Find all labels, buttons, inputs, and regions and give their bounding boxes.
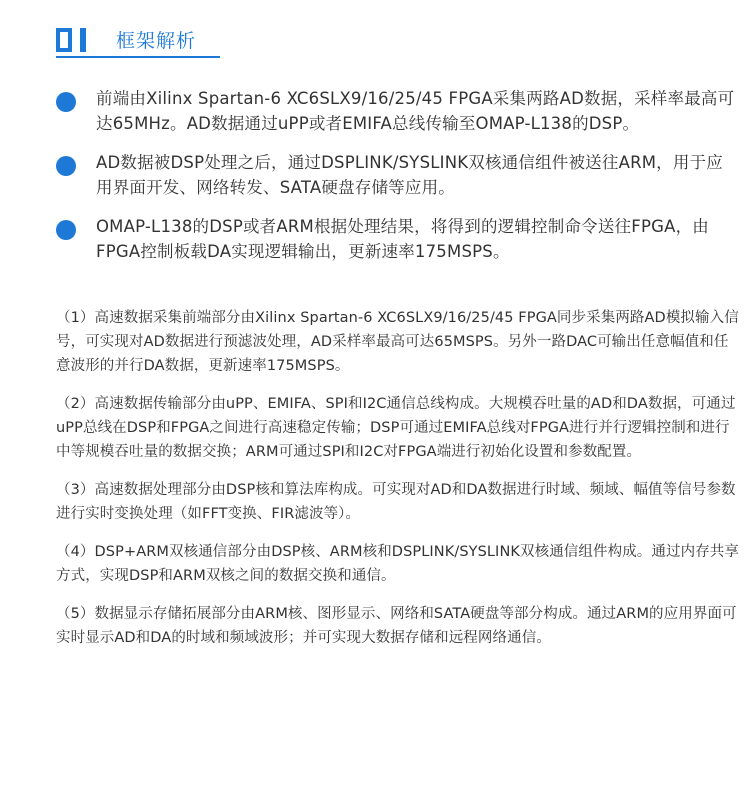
bullet-text: AD数据被DSP处理之后，通过DSPLINK/SYSLINK双核通信组件被送往ARM，用于应用界面开发、网络转发、SATA硬盘存储等应用。 — [96, 153, 723, 197]
section-title: 框架解析 — [116, 30, 197, 52]
bullet-dot-icon — [56, 92, 76, 112]
bullet-text: 前端由Xilinx Spartan-6 XC6SLX9/16/25/45 FPGA采集两路AD数据，采样率最高可达65MHz。AD数据通过uPP或者EMIFA总线传输至OMAP-L138的DSP。 — [96, 89, 735, 133]
section-number-digit-1 — [80, 28, 86, 52]
bullet-item — [56, 214, 736, 264]
paragraph-acquisition: （1）高速数据采集前端部分由Xilinx Spartan-6 XC6SLX9/16/25/45 FPGA同步采集两路AD模拟输入信号，可实现对AD数据进行预滤波处理，AD采样率最高可达65MSPS。另外一路DAC可输出任意幅值和任意波形的并行DA数据，更新速率175MSPS。 — [56, 310, 739, 374]
bullet-list — [56, 86, 736, 278]
bullet-item — [56, 86, 736, 136]
section-header — [56, 26, 220, 58]
description-paragraphs — [56, 306, 740, 664]
section-number-graphic — [56, 28, 86, 52]
bullet-dot-icon — [56, 156, 76, 176]
section-number-digit-0 — [56, 28, 72, 52]
bullet-text: OMAP-L138的DSP或者ARM根据处理结果，将得到的逻辑控制命令送往FPGA，由FPGA控制板载DA实现逻辑输出，更新速率175MSPS。 — [96, 217, 709, 261]
paragraph-display-storage: （5）数据显示存储拓展部分由ARM核、图形显示、网络和SATA硬盘等部分构成。通过ARM的应用界面可实时显示AD和DA的时域和频域波形；并可实现大数据存储和远程网络通信。 — [56, 606, 737, 646]
paragraph-processing: （3）高速数据处理部分由DSP核和算法库构成。可实现对AD和DA数据进行时域、频域、幅值等信号参数进行实时变换处理（如FFT变换、FIR滤波等）。 — [56, 482, 736, 522]
header-underline — [56, 56, 220, 58]
paragraph-dual-core: （4）DSP+ARM双核通信部分由DSP核、ARM核和DSPLINK/SYSLINK双核通信组件构成。通过内存共享方式，实现DSP和ARM双核之间的数据交换和通信。 — [56, 544, 739, 584]
paragraph-transmission: （2）高速数据传输部分由uPP、EMIFA、SPI和I2C通信总线构成。大规模吞吐量的AD和DA数据，可通过uPP总线在DSP和FPGA之间进行高速稳定传输；DSP可通过EMIFA总线对FPGA进行并行逻辑控制和进行中等规模吞吐量的数据交换；ARM可通过SPI和I2C对FPGA端进行初始化设置和参数配置。 — [56, 396, 736, 460]
bullet-dot-icon — [56, 220, 76, 240]
bullet-item — [56, 150, 736, 200]
